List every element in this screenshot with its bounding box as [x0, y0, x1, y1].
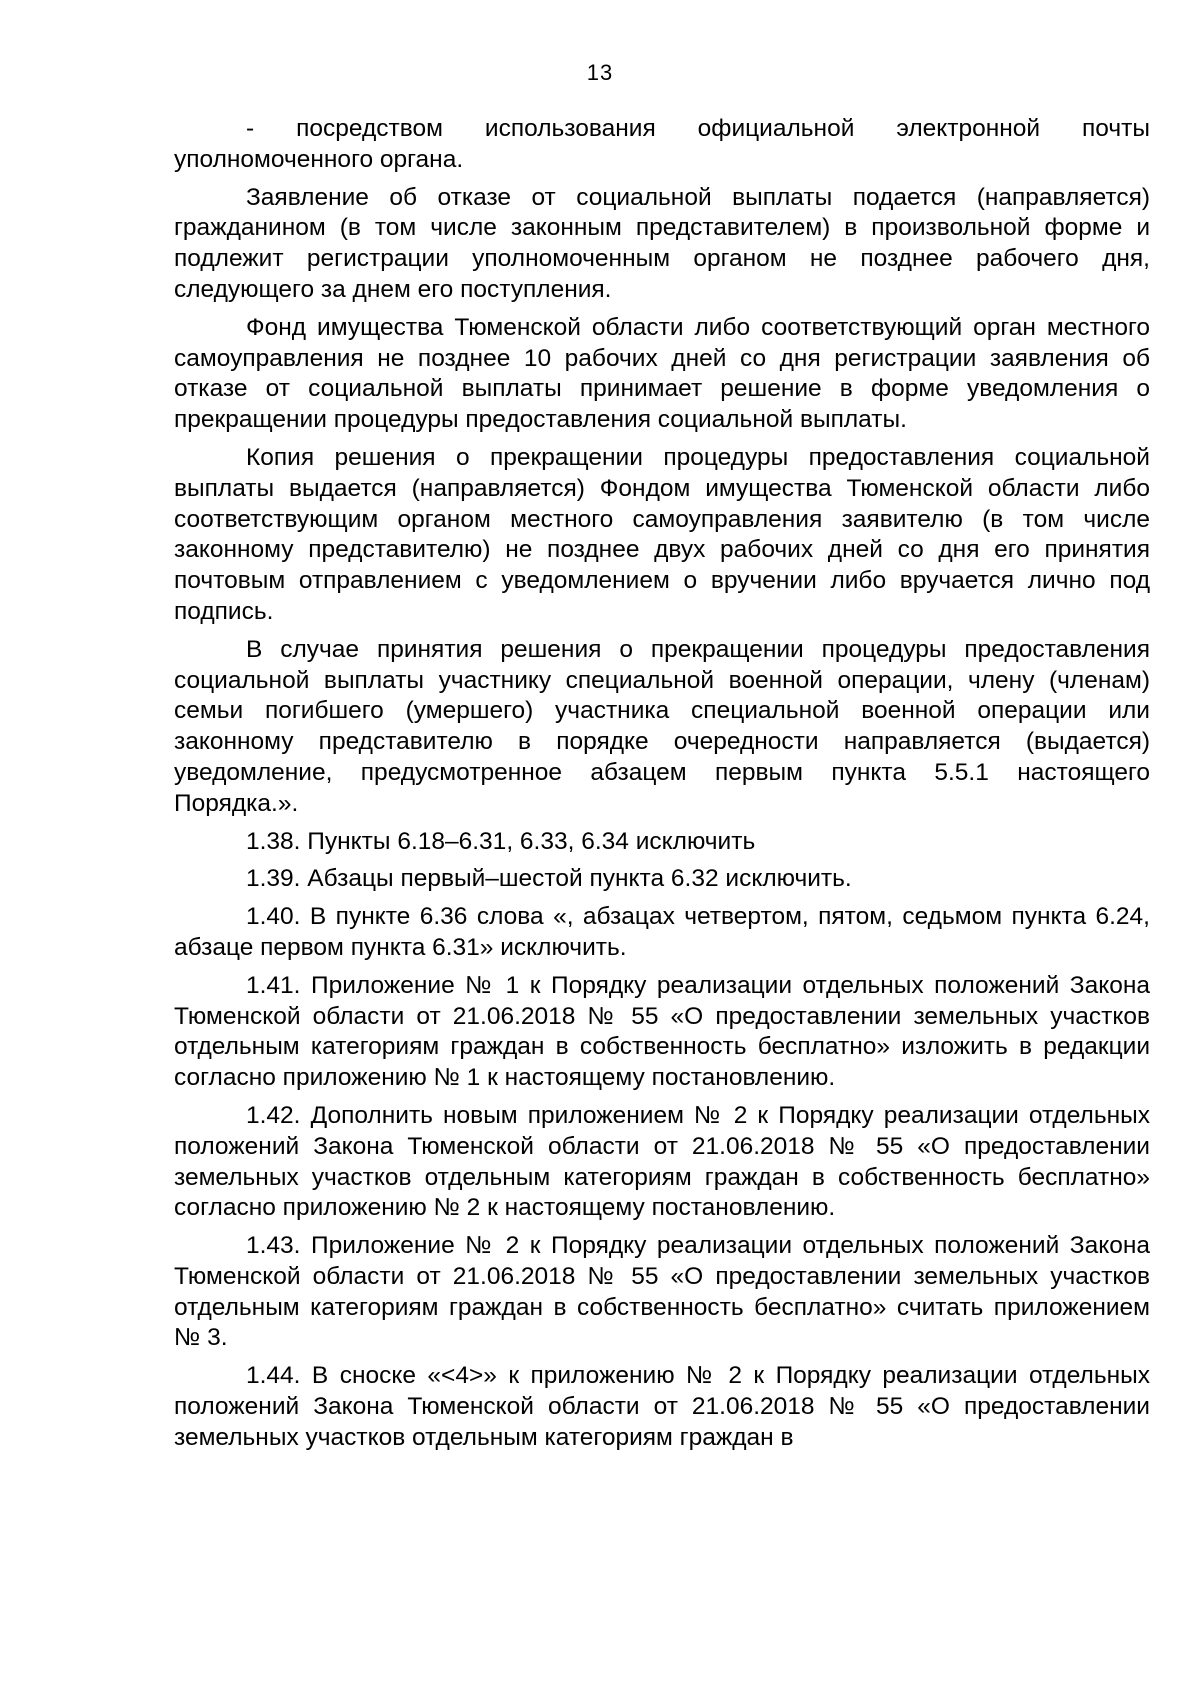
- paragraph-refusal-application: Заявление об отказе от социальной выплаты подается (направляется) гражданином (в том числе законным представителем) в произвольной форме и подлежит регистрации уполномоченным органом не позднее рабочего дня, следующего за днем его поступления.: [174, 183, 1150, 303]
- paragraph-item-1-41: 1.41. Приложение № 1 к Порядку реализации отдельных положений Закона Тюменской области от 21.06.2018 № 55 «О предоставлении земельных участков отдельным категориям граждан в собственность бесплатно» изложить в редакции согласно приложению № 1 к настоящему постановлению.: [174, 971, 1150, 1092]
- paragraph-item-1-42: 1.42. Дополнить новым приложением № 2 к Порядку реализации отдельных положений Закона Тюменской области от 21.06.2018 № 55 «О предоставлении земельных участков отдельным категориям граждан в собственность бесплатно» согласно приложению № 2 к настоящему постановлению.: [174, 1101, 1150, 1222]
- document-body: [174, 114, 1150, 1461]
- paragraph-item-1-39: 1.39. Абзацы первый–шестой пункта 6.32 исключить.: [246, 865, 852, 893]
- paragraph-email-method: - посредством использования официальной электронной почты уполномоченного органа.: [174, 115, 1150, 173]
- paragraph-item-1-38: 1.38. Пункты 6.18–6.31, 6.33, 6.34 исключить: [246, 827, 756, 855]
- paragraph-fund-decision: Фонд имущества Тюменской области либо соответствующий орган местного самоуправления не позднее 10 рабочих дней со дня регистрации заявления об отказе от социальной выплаты принимает решение в форме уведомления о прекращении процедуры предоставления социальной выплаты.: [174, 313, 1150, 434]
- paragraph-notification: В случае принятия решения о прекращении процедуры предоставления социальной выплаты участнику специальной военной операции, члену (членам) семьи погибшего (умершего) участника специальной военной операции или законному представителю в порядке очередности направляется (выдается) уведомление, предусмотренное абзацем первым пункта 5.5.1 настоящего Порядка.».: [174, 635, 1150, 817]
- paragraph-item-1-44: 1.44. В сноске «<4>» к приложению № 2 к Порядку реализации отдельных положений Закона Тюменской области от 21.06.2018 № 55 «О предоставлении земельных участков отдельным категориям граждан в: [174, 1362, 1150, 1451]
- paragraph-item-1-40: 1.40. В пункте 6.36 слова «, абзацах четвертом, пятом, седьмом пункта 6.24, абзаце первом пункта 6.31» исключить.: [174, 903, 1150, 961]
- page-number: 13: [586, 60, 614, 85]
- paragraph-item-1-43: 1.43. Приложение № 2 к Порядку реализации отдельных положений Закона Тюменской области от 21.06.2018 № 55 «О предоставлении земельных участков отдельным категориям граждан в собственность бесплатно» считать приложением № 3.: [174, 1232, 1150, 1352]
- paragraph-decision-copy: Копия решения о прекращении процедуры предоставления социальной выплаты выдается (направляется) Фондом имущества Тюменской области либо соответствующим органом местного самоуправления заявителю (в том числе законному представителю) не позднее двух рабочих дней со дня его принятия почтовым отправлением с уведомлением о вручении либо вручается лично под подпись.: [174, 443, 1150, 625]
